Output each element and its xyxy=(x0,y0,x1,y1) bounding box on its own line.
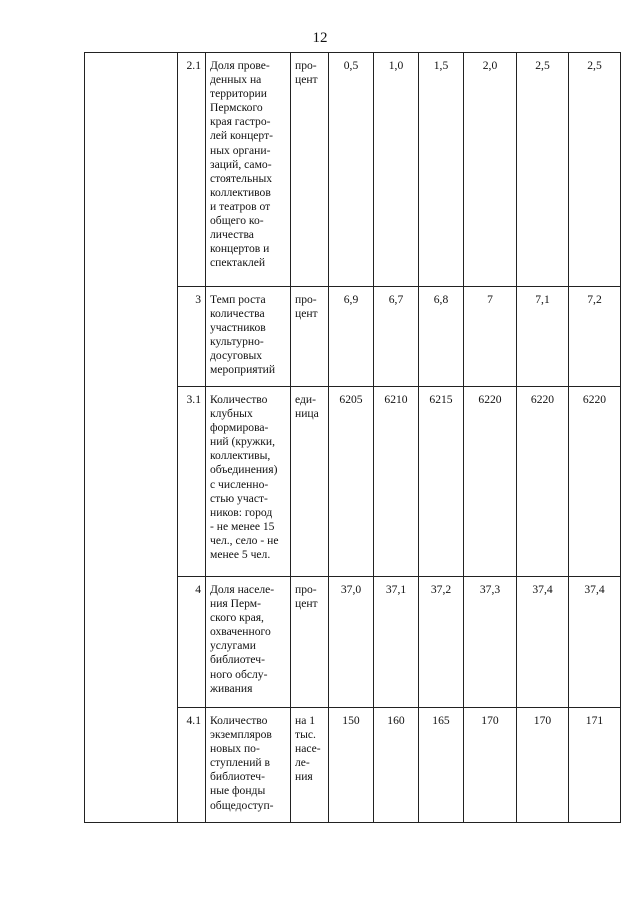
value-cell: 171 xyxy=(569,708,621,823)
value-cell: 6220 xyxy=(517,387,569,577)
value-cell: 0,5 xyxy=(329,53,374,287)
empty-column xyxy=(85,53,178,823)
indicators-table xyxy=(84,52,621,823)
value-cell: 1,5 xyxy=(419,53,464,287)
indicator-name: Количество клубных формирова- ний (кружки, коллективы, объединения) с численно- стью участ- ников: город - не менее 15 чел., село - не менее 5 чел. xyxy=(206,387,291,577)
row-number: 3 xyxy=(178,287,206,387)
value-cell: 2,0 xyxy=(464,53,517,287)
indicator-name: Количество экземпляров новых по- ступлений в библиотеч- ные фонды общедоступ- xyxy=(206,708,291,823)
value-cell: 7,1 xyxy=(517,287,569,387)
unit-cell: про- цент xyxy=(291,577,329,708)
indicator-name: Доля населе- ния Перм- ского края, охваченного услугами библиотеч- ного обслу- живания xyxy=(206,577,291,708)
value-cell: 6205 xyxy=(329,387,374,577)
unit-cell: еди- ница xyxy=(291,387,329,577)
value-cell: 6215 xyxy=(419,387,464,577)
page-number: 12 xyxy=(312,30,328,46)
value-cell: 2,5 xyxy=(569,53,621,287)
unit-cell: на 1 тыс. насе- ле- ния xyxy=(291,708,329,823)
value-cell: 150 xyxy=(329,708,374,823)
value-cell: 37,2 xyxy=(419,577,464,708)
value-cell: 6210 xyxy=(374,387,419,577)
value-cell: 6,8 xyxy=(419,287,464,387)
row-number: 2.1 xyxy=(178,53,206,287)
row-number: 3.1 xyxy=(178,387,206,577)
value-cell: 6,7 xyxy=(374,287,419,387)
indicator-name: Темп роста количества участников культурно- досуговых мероприятий xyxy=(206,287,291,387)
value-cell: 7 xyxy=(464,287,517,387)
value-cell: 6,9 xyxy=(329,287,374,387)
value-cell: 37,4 xyxy=(569,577,621,708)
value-cell: 170 xyxy=(517,708,569,823)
value-cell: 6220 xyxy=(569,387,621,577)
unit-cell: про- цент xyxy=(291,287,329,387)
value-cell: 7,2 xyxy=(569,287,621,387)
unit-cell: про- цент xyxy=(291,53,329,287)
value-cell: 37,3 xyxy=(464,577,517,708)
value-cell: 37,1 xyxy=(374,577,419,708)
row-number: 4 xyxy=(178,577,206,708)
value-cell: 160 xyxy=(374,708,419,823)
value-cell: 37,0 xyxy=(329,577,374,708)
value-cell: 2,5 xyxy=(517,53,569,287)
indicator-name: Доля прове- денных на территории Пермского края гастро- лей концерт- ных органи- заций, само- стоятельных коллективов и театров от общего ко- личества концертов и спектаклей xyxy=(206,53,291,287)
row-number: 4.1 xyxy=(178,708,206,823)
value-cell: 170 xyxy=(464,708,517,823)
value-cell: 1,0 xyxy=(374,53,419,287)
value-cell: 37,4 xyxy=(517,577,569,708)
table-row xyxy=(85,53,621,287)
value-cell: 6220 xyxy=(464,387,517,577)
value-cell: 165 xyxy=(419,708,464,823)
